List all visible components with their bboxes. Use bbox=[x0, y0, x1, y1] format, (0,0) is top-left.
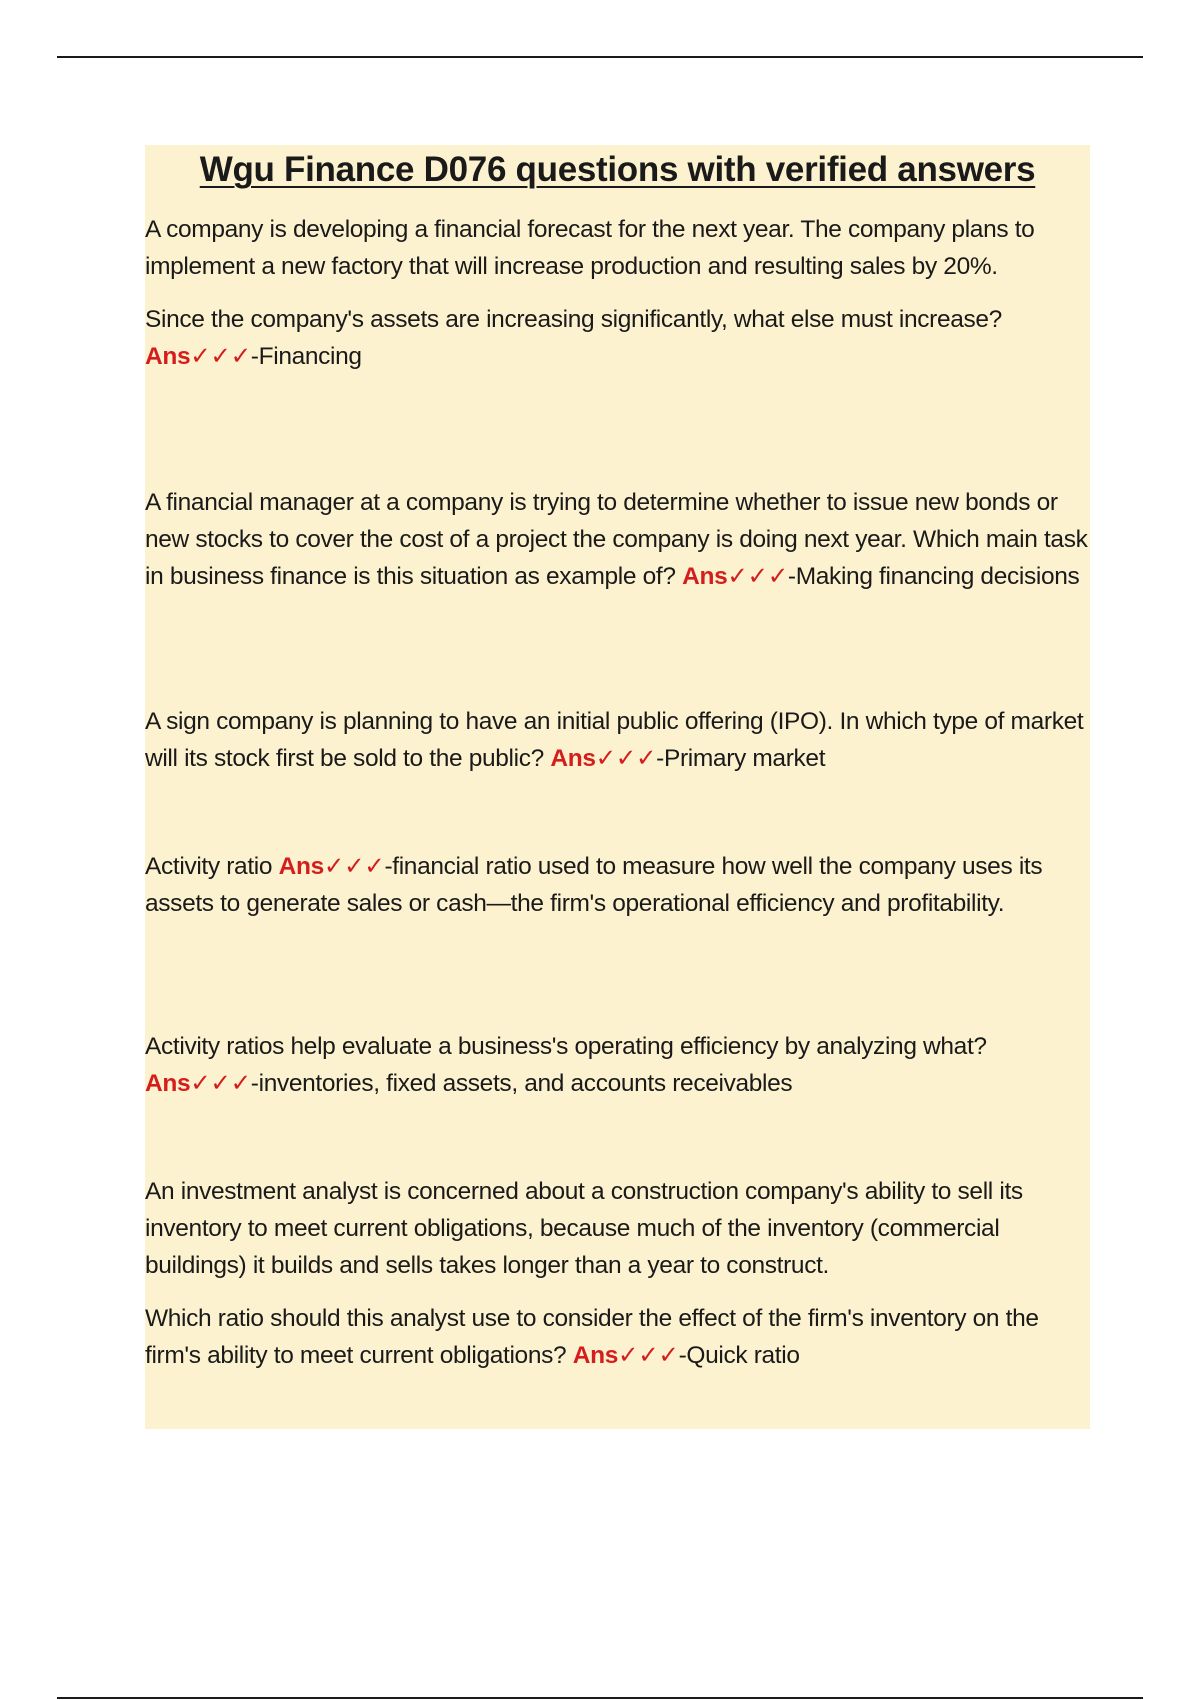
check-marks-icon: ✓✓✓ bbox=[595, 745, 657, 772]
check-marks-icon: ✓✓✓ bbox=[727, 563, 788, 590]
check-marks-icon: ✓✓✓ bbox=[190, 1070, 251, 1097]
question-text-1a: A company is developing a financial forecast for the next year. The company plans to implement a new factory that will increase production and resulting sales by 20%. bbox=[145, 216, 1035, 280]
answer-text-2: -Making financing decisions bbox=[787, 563, 1080, 590]
answer-marker: Ans✓✓✓ bbox=[145, 1070, 251, 1097]
check-marks-icon: ✓✓✓ bbox=[618, 1342, 679, 1369]
question-text-6b: Which ratio should this analyst use to consider the effect of the firm's inventory on the firm's ability to meet current obligations? bbox=[145, 1305, 1039, 1369]
answer-marker: Ans✓✓✓ bbox=[682, 563, 788, 590]
answer-text-1: -Financing bbox=[250, 343, 362, 370]
document-panel bbox=[145, 145, 1090, 1429]
answer-marker: Ans✓✓✓ bbox=[145, 343, 251, 370]
question-text-3: A sign company is planning to have an initial public offering (IPO). In which type of market will its stock first be sold to the public? bbox=[145, 708, 1084, 772]
footer-rule bbox=[57, 1697, 1143, 1699]
answer-marker: Ans✓✓✓ bbox=[550, 745, 657, 772]
qa-item-2 bbox=[145, 484, 1090, 611]
answer-text-3: -Primary market bbox=[656, 745, 826, 772]
answer-text-5: -inventories, fixed assets, and accounts receivables bbox=[250, 1070, 793, 1097]
answer-text-6: -Quick ratio bbox=[678, 1342, 800, 1369]
answer-text-4: -financial ratio used to measure how well the company uses its assets to generate sales or cash—the firm's operational efficiency and profitability. bbox=[145, 853, 1043, 917]
question-text-5: Activity ratios help evaluate a business's operating efficiency by analyzing what? bbox=[145, 1033, 987, 1060]
question-text-6a: An investment analyst is concerned about a construction company's ability to sell its inventory to meet current obligations, because much of the inventory (commercial buildings) it builds and sells takes longer than a year to construct. bbox=[145, 1178, 1023, 1279]
qa-item-3 bbox=[145, 703, 1090, 793]
question-text-2: A financial manager at a company is trying to determine whether to issue new bonds or new stocks to cover the cost of a project the company is doing next year. Which main task in business finance is this situation as example of? bbox=[145, 489, 1088, 590]
qa-item-6 bbox=[145, 1173, 1090, 1390]
question-text-4: Activity ratio bbox=[145, 853, 273, 880]
qa-item-4 bbox=[145, 848, 1090, 938]
answer-marker: Ans✓✓✓ bbox=[572, 1342, 679, 1369]
header-rule bbox=[57, 56, 1143, 58]
check-marks-icon: ✓✓✓ bbox=[190, 343, 251, 370]
question-text-1b: Since the company's assets are increasing significantly, what else must increase? bbox=[145, 306, 1002, 333]
check-marks-icon: ✓✓✓ bbox=[323, 853, 385, 880]
document-title: Wgu Finance D076 questions with verified answers bbox=[199, 150, 1036, 189]
answer-marker: Ans✓✓✓ bbox=[278, 853, 385, 880]
qa-item-5 bbox=[145, 1028, 1090, 1118]
qa-item-1 bbox=[145, 211, 1090, 391]
